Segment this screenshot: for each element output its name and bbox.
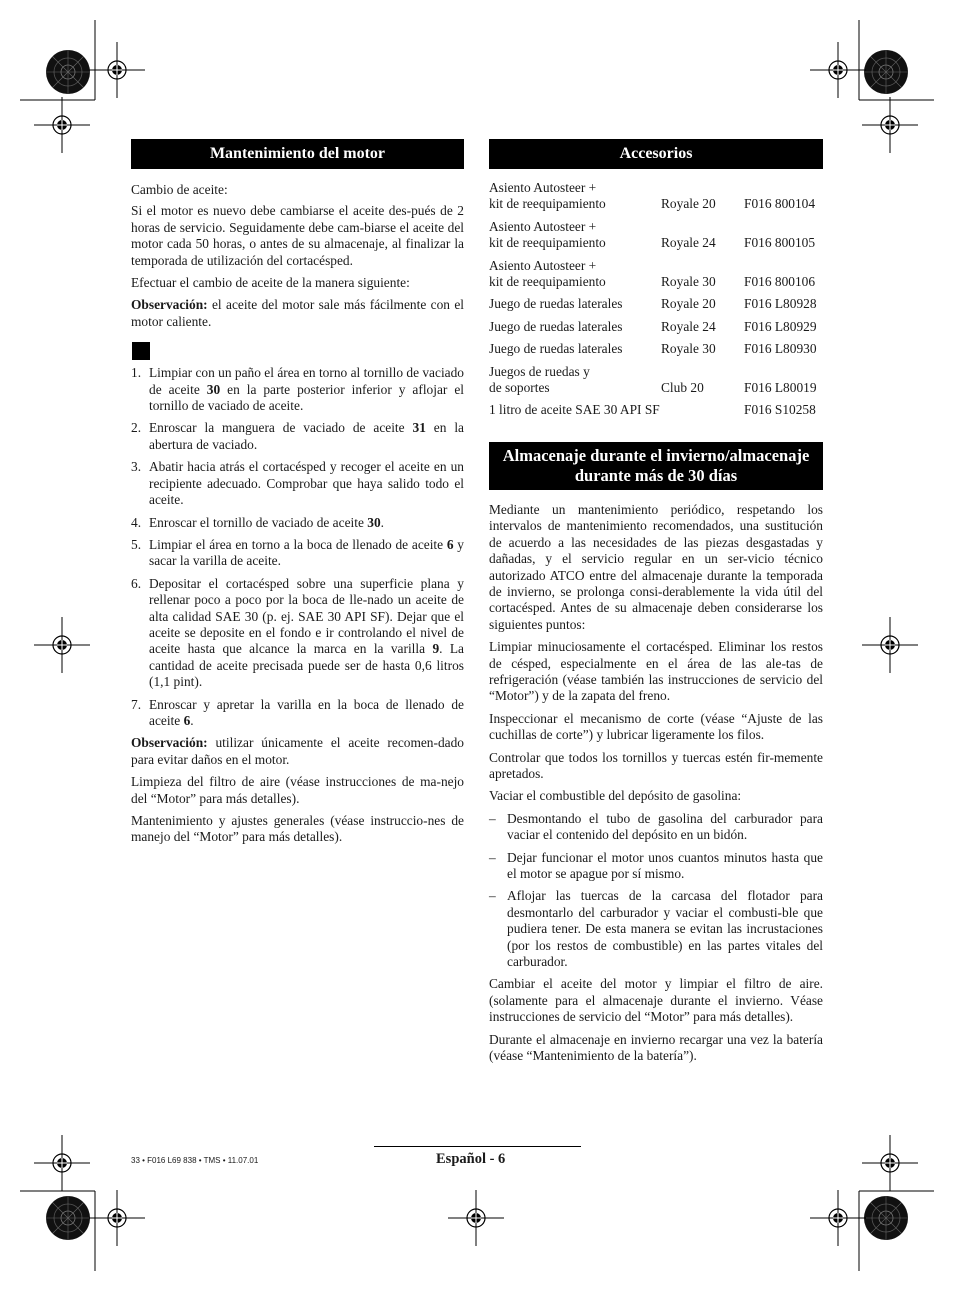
table-row: Asiento Autosteer + kit de reequipamiento Royale 30 F016 800106 [489, 257, 816, 290]
section-title-engine-maintenance: Mantenimiento del motor [131, 139, 464, 169]
section-title-winter-storage: Almacenaje durante el invierno/almacenaje durante más de 30 días [489, 442, 823, 490]
storage-screws: Controlar que todos los tornillos y tuercas estén fir-memente apretados. [489, 749, 823, 781]
table-row: 1 litro de aceite SAE 30 API SF F016 S10258 [489, 402, 816, 418]
oil-change-subtitle: Cambio de aceite: [131, 182, 228, 197]
table-row: Juego de ruedas laterales Royale 20 F016 L80928 [489, 296, 817, 312]
storage-intro: Mediante un mantenimiento periódico, respetando los intervalos de mantenimiento recomendados, una sustitución de acuerdo a las necesidades de las piezas desgastadas y dañadas, y el servicio regular en un ser-vicio técnico autorizado ATCO entre del almacenaje durante la temporada de invierno, se prolonga consi-derablemente la vida útil del cortacésped. Antes de su almacenaje deben considerarse los siguientes puntos: [489, 501, 823, 632]
table-row: Asiento Autosteer + kit de reequipamiento Royale 24 F016 800105 [489, 218, 816, 251]
step-item: 7. Enroscar y apretar la varilla en la boca de llenado de aceite 6. [131, 696, 464, 728]
list-item: – Desmontando el tubo de gasolina del carburador para vaciar el contenido del depósito en un bidón. [489, 810, 823, 843]
observation-label: Observación: [131, 735, 208, 751]
fuel-drain-list [489, 811, 823, 971]
storage-oil-filter: Cambiar el aceite del motor y limpiar el filtro de aire. (solamente para el almacenaje durante el invierno. Véase instrucciones de servicio del “Motor” para más detalles). [489, 976, 823, 1025]
footer-rule [374, 1146, 581, 1147]
storage-clean: Limpiar minuciosamente el cortacésped. Eliminar los restos de césped, especialmente en el área de las ale-tas de refrigeración (véase también las instrucciones de servicio del “Motor”) y de la zapata del freno. [489, 639, 823, 704]
observation-2: Observación: utilizar únicamente el aceite recomen-dado para evitar daños en el motor. [131, 735, 464, 767]
section-title-accessories: Accesorios [489, 139, 823, 169]
list-item: – Dejar funcionar el motor unos cuantos minutos hasta que el motor se apague por sí mismo. [489, 849, 823, 881]
storage-fuel: Vaciar el combustible del depósito de gasolina: [489, 788, 742, 804]
left-column [131, 139, 464, 852]
step-item: 1. Limpiar con un paño el área en torno al tornillo de vaciado de aceite 30 en la parte posterior inferior y aflojar el tornillo de vaciado de aceite. [131, 365, 464, 414]
step-item: 5. Limpiar el área en torno a la boca de llenado de aceite 6 y sacar la varilla de aceite. [131, 536, 464, 569]
print-code: 33 • F016 L69 838 • TMS • 11.07.01 [131, 1156, 259, 1165]
oil-change-steps [131, 365, 464, 729]
page-number: Español - 6 [436, 1151, 506, 1167]
step-item: 6. Depositar el cortacésped sobre una superficie plana y rellenar poco a poco por la boca de lle-nado un aceite de alta calidad SAE 30 (p. ej. SAE 30 API SF). Dejar que el aceite se deposite en el fondo e ir controlando el nivel de aceite hasta que alcance la marca en la varilla 9. La cantidad de aceite precisada puede ser de hasta 0,6 litros (1,1 pint). [131, 575, 464, 690]
step-marker-square [132, 342, 150, 360]
general-maintenance-note: Mantenimiento y ajustes generales (véase instruccio-nes de manejo del “Motor” para más detalles). [131, 813, 464, 845]
table-row: Asiento Autosteer + kit de reequipamiento Royale 20 F016 800104 [489, 180, 816, 212]
air-filter-note: Limpieza del filtro de aire (véase instrucciones de ma-nejo del “Motor” para más detalles). [131, 774, 464, 806]
observation-label: Observación: [131, 297, 208, 313]
table-row: Juego de ruedas laterales Royale 30 F016 L80930 [489, 341, 817, 357]
oil-change-intro: Si el motor es nuevo debe cambiarse el aceite des-pués de 2 horas de servicio. Seguidamente debe cam-biarse el aceite del motor cada 50 horas, o antes de su almacenaje, al finalizar la temporada de utilización del cortacésped. [131, 203, 464, 268]
storage-inspect: Inspeccionar el mecanismo de corte (véase “Ajuste de las cuchillas de corte”) y lubricar ligeramente los filos. [489, 710, 823, 743]
storage-battery: Durante el almacenaje en invierno recargar una vez la batería (véase “Mantenimiento de la batería”). [489, 1031, 823, 1064]
list-item: – Aflojar las tuercas de la carcasa del flotador para desmontarlo del carburador y vaciar el combusti-ble que pudiera tener. De esta manera se evitan las incrustaciones (por los restos de combustible) en las partes vitales del carburador. [489, 888, 823, 970]
procedure-intro: Efectuar el cambio de aceite de la manera siguiente: [131, 275, 410, 291]
table-row: Juegos de ruedas y de soportes Club 20 F016 L80019 [489, 363, 817, 396]
observation-1: Observación: el aceite del motor sale más fácilmente con el motor caliente. [131, 297, 464, 329]
accessories-table [489, 180, 823, 425]
step-item: 3. Abatir hacia atrás el cortacésped y recoger el aceite en un recipiente adecuado. Comprobar que haya salido todo el aceite. [131, 459, 464, 508]
table-row: Juego de ruedas laterales Royale 24 F016 L80929 [489, 318, 817, 334]
step-item: 4. Enroscar el tornillo de vaciado de aceite 30. [131, 514, 384, 530]
step-item: 2. Enroscar la manguera de vaciado de aceite 31 en la abertura de vaciado. [131, 420, 464, 452]
right-column [489, 139, 823, 1070]
